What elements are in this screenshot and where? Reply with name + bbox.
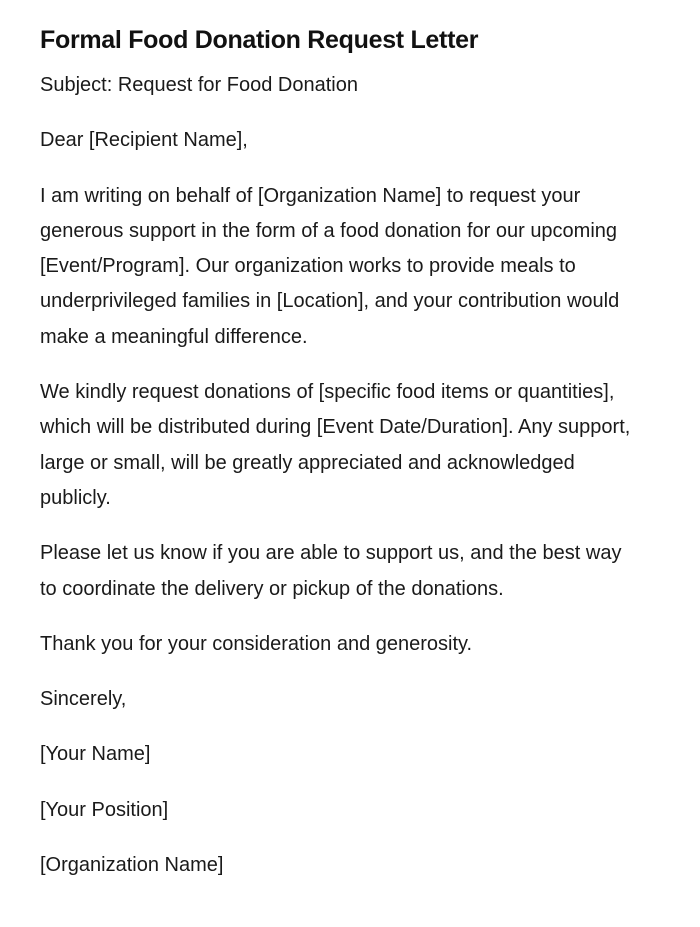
body-paragraph-intro: I am writing on behalf of [Organization Name] to request your generous support in the form of a food donation for our upcoming [Event/Program]. Our organization works to provide meals to underprivileged families in [Location], and your contribution would make a meaningful difference. xyxy=(40,184,620,348)
body-paragraph-thanks: Thank you for your consideration and generosity. xyxy=(40,632,473,655)
salutation: Dear [Recipient Name], xyxy=(40,129,248,152)
signature-name: [Your Name] xyxy=(40,743,151,766)
document-title: Formal Food Donation Request Letter xyxy=(40,26,479,54)
body-paragraph-request: We kindly request donations of [specific food items or quantities], which will be distributed during [Event Date/Duration]. Any support, large or small, will be greatly appreciated and acknowledged publicly. xyxy=(40,381,631,509)
body-paragraph-coordination: Please let us know if you are able to support us, and the best way to coordinate the delivery or pickup of the donations. xyxy=(40,542,622,600)
subject-line: Subject: Request for Food Donation xyxy=(40,74,358,96)
closing: Sincerely, xyxy=(40,688,127,711)
signature-position: [Your Position] xyxy=(40,798,169,821)
letter-document xyxy=(40,24,640,903)
signature-organization: [Organization Name] xyxy=(40,854,224,877)
